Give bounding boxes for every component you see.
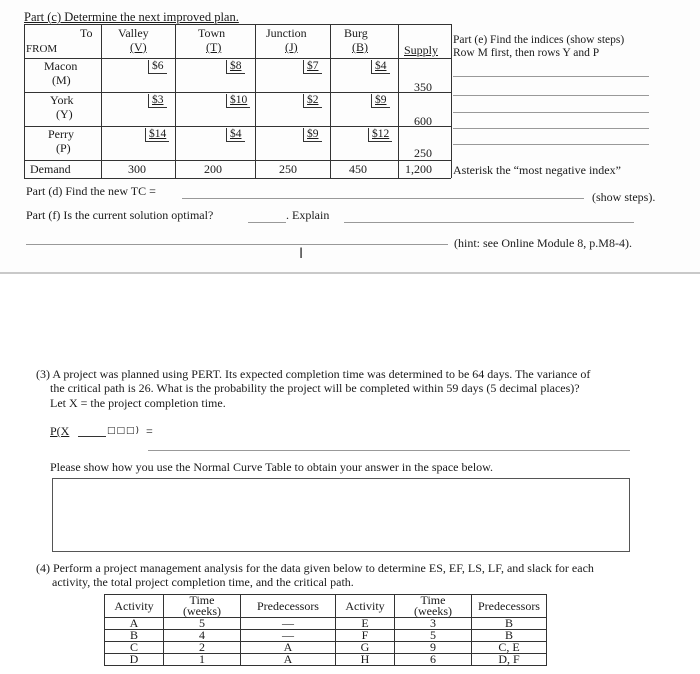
- part-e-line2: Row M first, then rows Y and P: [453, 47, 600, 59]
- part-d-answer-line[interactable]: [182, 198, 584, 199]
- part-f-label: Part (f) Is the current solution optimal?: [26, 208, 214, 222]
- q3-line2: the critical path is 26. What is the probability the project will be completed within 59 days (5 decimal places)?: [50, 381, 580, 395]
- cost-m-j: $7: [303, 60, 322, 74]
- supply-york: 600: [414, 114, 432, 128]
- row-name-macon: Macon: [44, 59, 78, 73]
- q3-line3: Let X = the project completion time.: [50, 396, 226, 410]
- cell: 2: [164, 642, 241, 654]
- activity-table-header: [105, 595, 547, 618]
- cell: 4: [164, 630, 241, 642]
- cell: 1: [164, 654, 241, 666]
- row-line-3: [24, 126, 451, 127]
- cell: E: [336, 618, 395, 630]
- part-d-show-steps: (show steps).: [592, 190, 656, 204]
- row-line-1: [24, 58, 451, 59]
- q3-prob-label: P(X: [50, 424, 70, 438]
- row-name-perry: Perry: [48, 127, 74, 141]
- cell: G: [336, 642, 395, 654]
- col-code-junction: (J): [285, 40, 298, 54]
- cost-y-b: $9: [371, 94, 390, 108]
- table-row: [105, 618, 547, 630]
- col-line-1: [101, 24, 102, 178]
- cost-y-t: $10: [226, 94, 250, 108]
- col-header-valley: Valley: [118, 26, 149, 40]
- cost-p-t: $4: [226, 128, 245, 142]
- part-e-line1: Part (e) Find the indices (show steps): [453, 34, 625, 46]
- cost-y-j: $2: [303, 94, 322, 108]
- cost-p-b: $12: [368, 128, 392, 142]
- table-row: [105, 654, 547, 666]
- cell: 9: [395, 642, 472, 654]
- cell: B: [472, 630, 547, 642]
- part-e-answer-line-5[interactable]: [453, 144, 649, 145]
- row-line-2: [24, 92, 451, 93]
- q3-work-box[interactable]: [52, 478, 630, 552]
- cost-m-t: $8: [226, 60, 245, 74]
- col-code-valley: (V): [130, 40, 147, 54]
- part-d-label: Part (d) Find the new TC =: [26, 184, 156, 198]
- cell: —: [241, 618, 336, 630]
- q3-prob-eq: =: [146, 424, 153, 438]
- cost-p-j: $9: [303, 128, 322, 142]
- cost-m-v: $6: [148, 60, 167, 74]
- cell: B: [472, 618, 547, 630]
- table-bottom-line: [24, 178, 451, 179]
- table-row: [105, 642, 547, 654]
- col-line-6: [451, 24, 452, 178]
- part-e-asterisk-note: Asterisk the “most negative index”: [453, 163, 621, 177]
- cell: C, E: [472, 642, 547, 654]
- demand-label: Demand: [30, 162, 71, 176]
- demand-total: 1,200: [405, 162, 432, 176]
- table-top-line: [24, 24, 451, 25]
- col-code-town: (T): [206, 40, 222, 54]
- header-time-1: Time (weeks): [164, 595, 241, 618]
- col-line-0: [24, 24, 25, 178]
- cell: A: [241, 654, 336, 666]
- col-header-burg: Burg: [344, 26, 368, 40]
- part-e-answer-line-2[interactable]: [453, 95, 649, 96]
- part-c-title: Part (c) Determine the next improved plan.: [24, 10, 239, 24]
- cell: 6: [395, 654, 472, 666]
- demand-burg: 450: [349, 162, 367, 176]
- col-code-burg: (B): [352, 40, 368, 54]
- q3-instruction: Please show how you use the Normal Curve Table to obtain your answer in the space below.: [50, 460, 494, 474]
- row-name-york: York: [50, 93, 74, 107]
- cost-m-b: $4: [371, 60, 390, 74]
- header-activity-1: Activity: [105, 595, 164, 618]
- cell: C: [105, 642, 164, 654]
- demand-junction: 250: [279, 162, 297, 176]
- part-f-explain-line-2[interactable]: [26, 244, 448, 245]
- header-time-2: Time (weeks): [395, 595, 472, 618]
- from-label: FROM: [26, 43, 58, 55]
- cell: D: [105, 654, 164, 666]
- cell: —: [241, 630, 336, 642]
- activity-table: [104, 594, 547, 666]
- q3-prob-boxes: □□□): [107, 426, 141, 436]
- col-header-town: Town: [198, 26, 226, 40]
- cell: F: [336, 630, 395, 642]
- row-code-perry: (P): [56, 141, 71, 155]
- q3-line1: (3) A project was planned using PERT. Its expected completion time was determined to be 64 days. The variance of: [36, 367, 591, 381]
- col-line-2: [175, 24, 176, 178]
- col-line-4: [330, 24, 331, 178]
- q3-answer-line[interactable]: [148, 450, 630, 451]
- cell: 5: [164, 618, 241, 630]
- cell: A: [241, 642, 336, 654]
- part-f-explain: . Explain: [286, 208, 330, 222]
- cost-y-v: $3: [148, 94, 167, 108]
- part-e-answer-line-4[interactable]: [453, 128, 649, 129]
- q4-line2: activity, the total project completion time, and the critical path.: [52, 575, 354, 589]
- cell: D, F: [472, 654, 547, 666]
- part-f-explain-line-1[interactable]: [344, 222, 634, 223]
- demand-valley: 300: [128, 162, 146, 176]
- supply-macon: 350: [414, 80, 432, 94]
- cell: A: [105, 618, 164, 630]
- cost-p-v: $14: [145, 128, 169, 142]
- part-f-yes-no-line[interactable]: [248, 222, 286, 223]
- cell: 5: [395, 630, 472, 642]
- text-cursor-icon: I: [299, 246, 304, 262]
- q3-inequality-blank[interactable]: [78, 436, 106, 437]
- header-activity-2: Activity: [336, 595, 395, 618]
- part-e-answer-line-1[interactable]: [453, 76, 649, 77]
- row-line-4: [24, 160, 451, 161]
- header-pred-1: Predecessors: [241, 595, 336, 618]
- supply-header: Supply: [404, 43, 439, 57]
- row-code-york: (Y): [56, 107, 73, 121]
- col-line-5: [398, 24, 399, 178]
- col-header-junction: Junction: [266, 26, 307, 40]
- to-label: To: [80, 26, 93, 40]
- cell: H: [336, 654, 395, 666]
- demand-town: 200: [204, 162, 222, 176]
- header-pred-2: Predecessors: [472, 595, 547, 618]
- table-row: [105, 630, 547, 642]
- panel-divider: [0, 272, 700, 274]
- row-code-macon: (M): [52, 73, 71, 87]
- part-f-hint: (hint: see Online Module 8, p.M8-4).: [454, 236, 632, 250]
- col-line-3: [255, 24, 256, 178]
- supply-perry: 250: [414, 146, 432, 160]
- q4-line1: (4) Perform a project management analysis for the data given below to determine ES, EF, LS, LF, and slack for each: [36, 561, 594, 575]
- part-e-answer-line-3[interactable]: [453, 112, 649, 113]
- cell: B: [105, 630, 164, 642]
- cell: 3: [395, 618, 472, 630]
